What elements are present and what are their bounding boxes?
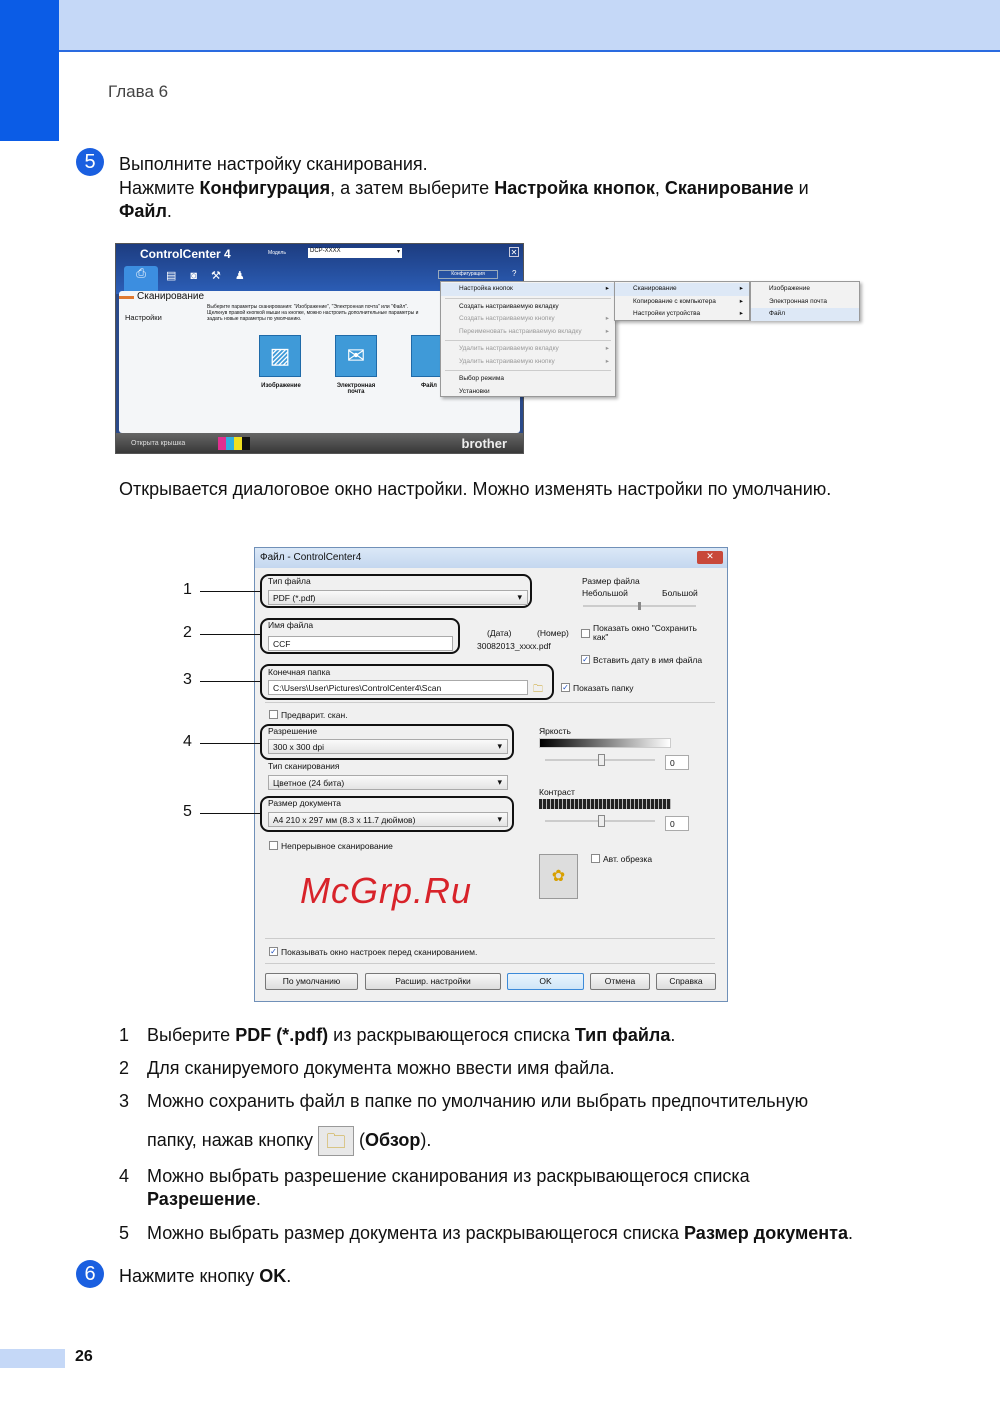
contrast-slider[interactable] <box>545 820 655 822</box>
t: Можно сохранить файл в папке по умолчанию или выбрать предпочтительную <box>147 1091 809 1111</box>
t: OK <box>259 1266 287 1286</box>
n: 4 <box>119 1166 130 1186</box>
t: Тип файла <box>574 1025 671 1045</box>
t: ( <box>354 1129 365 1150</box>
divider <box>445 340 611 341</box>
email-icon[interactable]: ✉ <box>335 335 377 377</box>
ink-levels <box>218 437 250 450</box>
slider-thumb[interactable] <box>638 602 641 610</box>
t: Настройка кнопок <box>494 177 655 198</box>
show-saveas-label: Показать окно "Сохранить как" <box>593 623 697 642</box>
chapter-label: Глава 6 <box>108 82 169 101</box>
file-size-label: Размер файла <box>582 576 640 586</box>
advanced-settings-button[interactable]: Расшир. настройки <box>365 973 501 990</box>
number-label: (Номер) <box>537 628 569 638</box>
file-button-label: Файл <box>421 383 437 389</box>
divider <box>265 963 715 964</box>
list-item-4 <box>119 1166 750 1209</box>
top-band <box>59 0 1000 52</box>
dialog-intro: Открывается диалоговое окно настройки. Можно изменять настройки по умолчанию. <box>119 479 832 499</box>
resolution-select[interactable]: 300 x 300 dpi ▾ <box>268 739 508 754</box>
divider <box>265 702 715 703</box>
t: и <box>793 177 809 198</box>
menu-item[interactable]: Изображение <box>769 285 810 292</box>
t: Конфигурация <box>199 177 331 198</box>
autocrop-label: Авт. обрезка <box>603 854 653 864</box>
show-folder-label: Показать папку <box>573 683 634 693</box>
date-label: (Дата) <box>487 628 512 638</box>
step-5-line <box>119 177 809 201</box>
size-small-label: Небольшой <box>582 588 628 598</box>
t: , а затем выберите <box>330 177 495 198</box>
t: из раскрывающегося списка <box>328 1025 575 1045</box>
list-text <box>147 1025 675 1046</box>
continuous-scan-label: Непрерывное сканирование <box>281 841 393 851</box>
file-name-label: Имя файла <box>268 620 314 630</box>
menu-item[interactable]: Выбор режима <box>459 375 504 382</box>
callout-line <box>200 743 262 744</box>
brother-logo: brother <box>461 436 507 451</box>
model-value: DCP-XXXX <box>310 248 341 254</box>
list-text <box>147 1189 261 1210</box>
sidebar-item-settings[interactable]: Настройки <box>125 313 162 322</box>
show-settings-label: Показывать окно настроек перед сканированием. <box>281 947 478 957</box>
folder-label: Конечная папка <box>268 667 331 677</box>
contrast-value[interactable]: 0 <box>665 816 689 831</box>
menu-item-scan[interactable]: Сканирование ▸ <box>615 283 749 296</box>
show-saveas-checkbox[interactable] <box>581 629 590 638</box>
status-text: Открыта крышка <box>131 440 186 447</box>
tabs-icons[interactable]: ▤◙⚒♟ <box>166 270 259 282</box>
slider-thumb[interactable] <box>598 815 605 827</box>
scan-type-label: Тип сканирования <box>268 761 340 771</box>
list-item-5 <box>119 1223 854 1244</box>
divider <box>445 370 611 371</box>
submenu-scan <box>750 281 860 321</box>
cancel-button[interactable]: Отмена <box>590 973 650 990</box>
list-item-1 <box>119 1025 676 1046</box>
doc-size-label: Размер документа <box>268 798 342 808</box>
help-button[interactable]: Справка <box>656 973 716 990</box>
default-button[interactable]: По умолчанию <box>265 973 358 990</box>
file-name-example: 30082013_xxxx.pdf <box>477 641 551 651</box>
resolution-label: Разрешение <box>268 726 318 736</box>
menu-item[interactable]: Создать настраиваемую кнопку ▸ <box>441 313 615 326</box>
file-settings-dialog <box>254 547 728 1002</box>
list-item-2 <box>119 1058 615 1079</box>
config-menu <box>440 281 616 397</box>
watermark: McGrp.Ru <box>300 870 473 911</box>
menu-item[interactable]: Создать настраиваемую вкладку <box>459 302 559 310</box>
file-name-input[interactable]: CCF <box>268 636 453 651</box>
menu-item-file[interactable]: Файл <box>751 308 859 321</box>
callout-line <box>200 591 262 592</box>
step-6-badge: 6 <box>76 1260 104 1288</box>
insert-date-checkbox[interactable]: ✓ <box>582 655 589 664</box>
t: папку, нажав кнопку <box>147 1129 318 1150</box>
n: 5 <box>119 1223 130 1243</box>
close-icon[interactable]: ✕ <box>697 551 723 564</box>
cc-model-label: Модель <box>268 250 286 256</box>
step-5-text <box>119 153 809 224</box>
autocrop-checkbox[interactable] <box>591 854 600 863</box>
show-settings-checkbox[interactable]: ✓ <box>270 947 277 956</box>
submenu-buttons <box>614 281 750 321</box>
t: , <box>654 177 665 198</box>
n: 2 <box>119 1058 130 1078</box>
callout-2: 2 <box>183 624 192 641</box>
list-text <box>147 1223 853 1244</box>
file-size-slider[interactable] <box>583 605 696 607</box>
t: Нажмите кнопку <box>119 1266 260 1286</box>
list-item-3 <box>119 1091 919 1153</box>
callout-line <box>200 813 262 814</box>
folder-input[interactable]: C:\Users\User\Pictures\ControlCenter4\Scan <box>268 680 528 695</box>
callout-5: 5 <box>183 803 192 820</box>
menu-item[interactable]: Удалить настраиваемую вкладку ▸ <box>441 343 615 356</box>
scan-type-select[interactable]: Цветное (24 бита) ▾ <box>268 775 508 790</box>
t: . <box>848 1223 854 1243</box>
t: Файл <box>119 201 167 221</box>
menu-item[interactable]: Удалить настраиваемую кнопку ▸ <box>441 356 615 369</box>
t: Можно выбрать разрешение сканирования из раскрывающегося списка <box>147 1166 750 1186</box>
image-icon[interactable]: ▨ <box>259 335 301 377</box>
chevron-down-icon: ▾ <box>396 249 400 255</box>
doc-size-select[interactable]: A4 210 x 297 мм (8.3 x 11.7 дюймов) ▾ <box>268 812 508 827</box>
callout-line <box>200 634 262 635</box>
t: Разрешение <box>147 1189 256 1209</box>
page-number-band <box>0 1349 65 1368</box>
email-button-label: Электронная почта <box>336 383 376 395</box>
divider <box>445 298 611 299</box>
t: Размер документа <box>683 1223 849 1243</box>
step-6-text <box>119 1265 291 1289</box>
image-button-label: Изображение <box>261 383 301 389</box>
scan-tab-icon[interactable]: ⎙ <box>124 266 158 291</box>
contrast-label: Контраст <box>539 787 575 797</box>
show-folder-checkbox[interactable]: ✓ <box>562 683 569 692</box>
divider <box>265 938 715 939</box>
brightness-gradient <box>539 738 671 748</box>
step-5-line <box>119 200 809 224</box>
browse-folder-icon: 🗀 <box>318 1126 354 1156</box>
t: Нажмите <box>119 177 200 198</box>
file-type-select[interactable]: PDF (*.pdf) ▾ <box>268 590 528 605</box>
n: 3 <box>119 1091 130 1111</box>
t: . <box>255 1189 261 1209</box>
t: . <box>670 1025 676 1045</box>
size-large-label: Большой <box>662 588 698 598</box>
cc-model-select[interactable] <box>308 248 402 258</box>
cc-footer <box>116 433 523 454</box>
dialog-title: Файл - ControlCenter4 <box>255 548 727 568</box>
brightness-value[interactable]: 0 <box>665 755 689 770</box>
autocrop-preview-icon: ✿ <box>539 854 578 899</box>
config-button[interactable]: Конфигурация <box>438 270 498 279</box>
slider-thumb[interactable] <box>598 754 605 766</box>
prescan-checkbox[interactable] <box>269 710 278 719</box>
callout-line <box>200 681 262 682</box>
t: Выберите <box>147 1025 236 1045</box>
menu-item[interactable]: Копирование с компьютера ▸ <box>615 296 749 309</box>
cc-description: Выберите параметры сканирования: "Изображение", "Электронная почта" или "Файл". Щелкнув правой кнопкой мыши на кнопке, можно настроить дополнительные параметры и задать новые параметры по умолчанию. <box>207 304 419 322</box>
file-type-label: Тип файла <box>268 576 311 586</box>
chapter-tab <box>0 0 59 141</box>
step-5-badge: 5 <box>76 148 104 176</box>
help-icon[interactable]: ? <box>512 269 517 278</box>
callout-4: 4 <box>183 733 192 750</box>
insert-date-label: Вставить дату в имя файла <box>593 655 703 665</box>
menu-item[interactable]: Установки <box>459 387 490 395</box>
contrast-pattern <box>539 799 671 809</box>
step-5-line: Выполните настройку сканирования. <box>119 154 428 174</box>
t: . <box>286 1266 292 1286</box>
t: Обзор <box>365 1129 421 1150</box>
list-text <box>147 1126 431 1156</box>
n: 1 <box>119 1025 130 1045</box>
callout-1: 1 <box>183 581 192 598</box>
t: ). <box>420 1129 432 1150</box>
cc-title: ControlCenter 4 <box>140 247 231 261</box>
menu-item[interactable]: Настройки устройства ▸ <box>615 308 749 321</box>
continuous-scan-checkbox[interactable] <box>269 841 278 850</box>
section-marker <box>119 296 134 299</box>
menu-item[interactable]: Переименовать настраиваемую вкладку ▸ <box>441 326 615 339</box>
brightness-slider[interactable] <box>545 759 655 761</box>
prescan-label: Предварит. скан. <box>281 710 348 720</box>
close-icon[interactable]: ✕ <box>510 248 518 257</box>
t: . <box>166 201 172 221</box>
t: Для сканируемого документа можно ввести имя файла. <box>147 1058 615 1078</box>
t: Сканирование <box>664 177 794 198</box>
callout-3: 3 <box>183 671 192 688</box>
t: Можно выбрать размер документа из раскрывающегося списка <box>147 1223 684 1243</box>
browse-folder-icon[interactable]: 🗀 <box>533 684 543 695</box>
ok-button[interactable]: OK <box>507 973 584 990</box>
cc-section-title: Сканирование <box>137 291 205 302</box>
menu-item[interactable]: Электронная почта <box>769 297 828 305</box>
t: PDF (*.pdf) <box>235 1025 329 1045</box>
brightness-label: Яркость <box>539 726 571 736</box>
page-number: 26 <box>75 1348 93 1365</box>
menu-item-button-settings[interactable]: Настройка кнопок ▸ <box>441 283 615 296</box>
